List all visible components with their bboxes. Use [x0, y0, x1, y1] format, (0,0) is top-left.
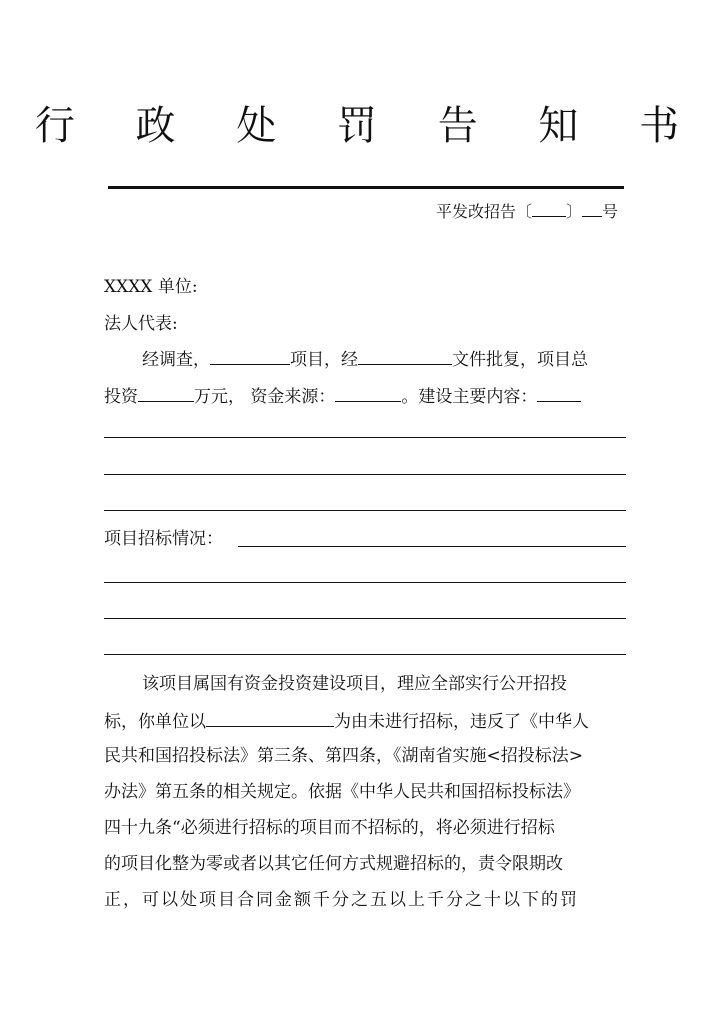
content-fill-line — [104, 510, 626, 511]
violation-line-6: 的项目化整为零或者以其它任何方式规避招标的，责令限期改 — [104, 854, 563, 874]
doc-number-prefix: 平发改招告〔 — [435, 202, 532, 221]
investigation-text-a: 经调查， — [142, 350, 210, 370]
tender-status-label: 项目招标情况： — [104, 529, 223, 549]
violation-line-4: 办法》第五条的相关规定。依据《中华人民共和国招标投标法》 — [104, 782, 580, 802]
violation-line-1 — [142, 670, 626, 698]
doc-number-bracket: 〕 — [565, 202, 582, 221]
doc-number-suffix: 号 — [601, 202, 618, 221]
investigation-line-1 — [142, 344, 588, 374]
reason-blank — [206, 706, 334, 727]
content-fill-line — [104, 437, 626, 438]
construction-content-label: 。建设主要内容： — [401, 387, 538, 407]
investigation-text-b: 项目，经 — [290, 350, 358, 370]
tender-status-fill-line — [238, 546, 626, 547]
title-divider — [108, 186, 624, 189]
fund-source-blank — [335, 381, 401, 402]
tender-fill-line — [104, 654, 626, 655]
investment-amount-blank — [138, 381, 194, 402]
recipient-unit: XXXX 单位: — [104, 277, 198, 297]
document-number — [436, 196, 618, 226]
investigation-line-2 — [104, 381, 581, 411]
investment-label: 投资 — [104, 387, 138, 407]
document-title: 行 政 处 罚 告 知 书 — [34, 103, 704, 149]
violation-line-3: 民共和国招投标法》第三条、第四条，《湖南省实施<招投标法> — [104, 746, 583, 766]
violation-line-5: 四十九条“必须进行招标的项目而不招标的，将必须进行招标 — [104, 818, 555, 838]
content-fill-line — [104, 474, 626, 475]
violation-line-7: 正，可以处项目合同金额千分之五以上千分之十以下的罚 — [104, 890, 579, 910]
violation-text-a: 标，你单位以 — [104, 712, 206, 732]
project-name-blank — [210, 344, 290, 365]
violation-text-b: 为由未进行招标，违反了《中华人 — [334, 712, 589, 732]
legal-representative: 法人代表: — [104, 314, 178, 334]
doc-serial-blank — [582, 196, 602, 217]
violation-text: 该项目属国有资金投资建设项目，理应全部实行公开招投 — [142, 674, 567, 694]
fund-source-label: 万元， 资金来源： — [194, 387, 336, 407]
tender-fill-line — [104, 582, 626, 583]
construction-content-blank — [537, 381, 581, 402]
doc-year-blank — [532, 196, 566, 217]
approval-doc-blank — [358, 344, 452, 365]
investigation-text-c: 文件批复，项目总 — [452, 350, 588, 370]
tender-fill-line — [104, 618, 626, 619]
violation-line-2 — [104, 706, 589, 736]
